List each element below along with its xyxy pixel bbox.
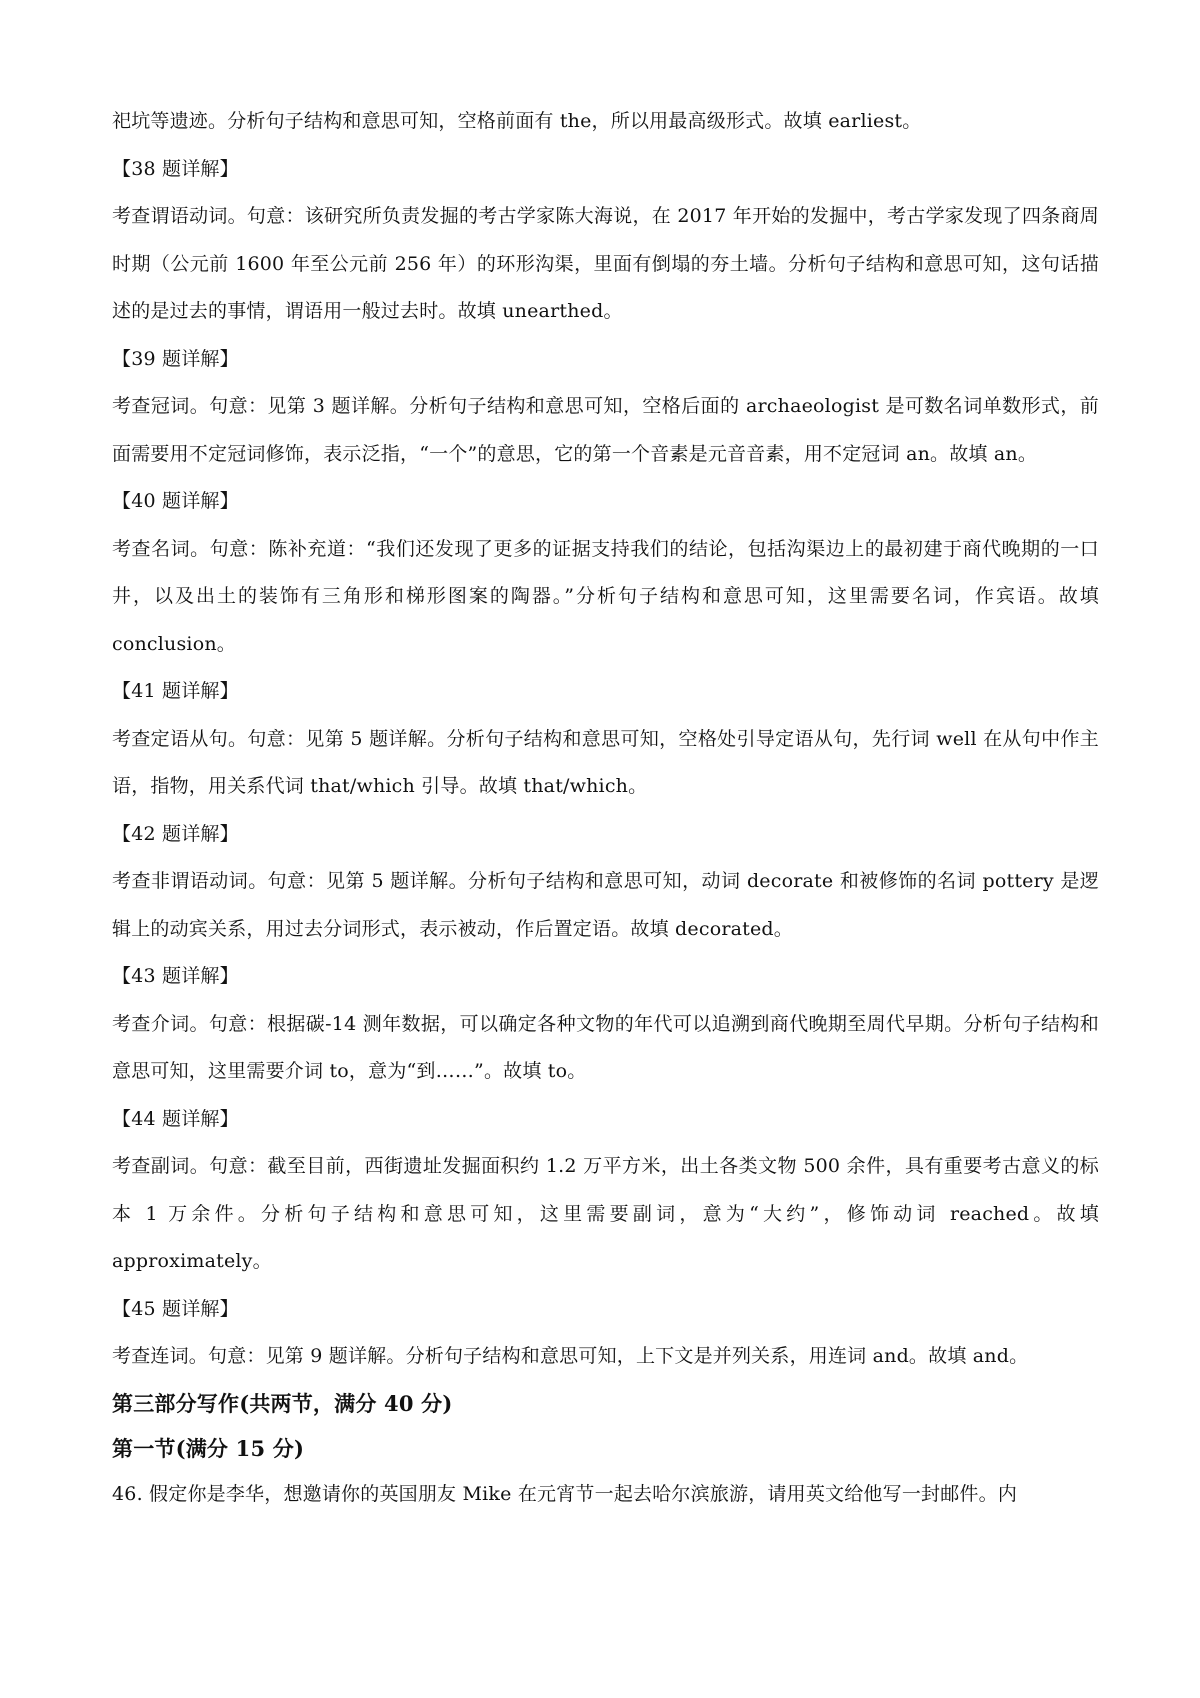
part-three-title: 第三部分写作(共两节，满分 40 分) [112,1390,453,1416]
item-44-heading: 【44 题详解】 [112,1107,239,1130]
item-38-heading: 【38 题详解】 [112,157,239,180]
section-one-title: 第一节(满分 15 分) [112,1435,305,1461]
item-42-heading: 【42 题详解】 [112,822,239,845]
item-44-body: 考查副词。句意：截至目前，西街遗址发掘面积约 1.2 万平方米，出土各类文物 500 余件，具有重要考古意义的标本 1 万余件。分析句子结构和意思可知，这里需要副词，意为“大约”，修饰动词 reached。故填 approximately。 [112,1155,1099,1272]
item-38-body: 考查谓语动词。句意：该研究所负责发掘的考古学家陈大海说，在 2017 年开始的发掘中，考古学家发现了四条商周时期（公元前 1600 年至公元前 256 年）的环形沟渠，里面有倒塌的夯土墙。分析句子结构和意思可知，这句话描述的是过去的事情，谓语用一般过去时。故填 unearthed。 [112,205,1099,322]
item-40-heading: 【40 题详解】 [112,490,239,512]
question-46-text: 46. 假定你是李华，想邀请你的英国朋友 Mike 在元宵节一起去哈尔滨旅游，请用英文给他写一封邮件。内 [112,1482,1018,1505]
item-43-heading: 【43 题详解】 [112,965,239,987]
item-45-heading: 【45 题详解】 [112,1297,239,1320]
item-40-body: 考查名词。句意：陈补充道：“我们还发现了更多的证据支持我们的结论，包括沟渠边上的最初建于商代晚期的一口井，以及出土的装饰有三角形和梯形图案的陶器。”分析句子结构和意思可知，这里需要名词，作宾语。故填 conclusion。 [112,537,1099,655]
item-41-heading: 【41 题详解】 [112,680,239,702]
item-41-body: 考查定语从句。句意：见第 5 题详解。分析句子结构和意思可知，空格处引导定语从句，先行词 well 在从句中作主语，指物，用关系代词 that/which 引导。故填 that/which。 [112,727,1099,797]
item-39-body: 考查冠词。句意：见第 3 题详解。分析句子结构和意思可知，空格后面的 archaeologist 是可数名词单数形式，前面需要用不定冠词修饰，表示泛指，“一个”的意思，它的第一个音素是元音音素，用不定冠词 an。故填 an。 [112,395,1099,465]
item-39-heading: 【39 题详解】 [112,347,239,370]
item-45-body: 考查连词。句意：见第 9 题详解。分析句子结构和意思可知，上下文是并列关系，用连词 and。故填 and。 [112,1345,1029,1367]
intro-paragraph: 祀坑等遗迹。分析句子结构和意思可知，空格前面有 the，所以用最高级形式。故填 earliest。 [112,110,922,132]
item-42-body: 考查非谓语动词。句意：见第 5 题详解。分析句子结构和意思可知，动词 decorate 和被修饰的名词 pottery 是逻辑上的动宾关系，用过去分词形式，表示被动，作后置定语。故填 decorated。 [112,870,1099,940]
item-43-body: 考查介词。句意：根据碳-14 测年数据，可以确定各种文物的年代可以追溯到商代晚期至周代早期。分析句子结构和意思可知，这里需要介词 to，意为“到……”。故填 to。 [112,1012,1099,1082]
